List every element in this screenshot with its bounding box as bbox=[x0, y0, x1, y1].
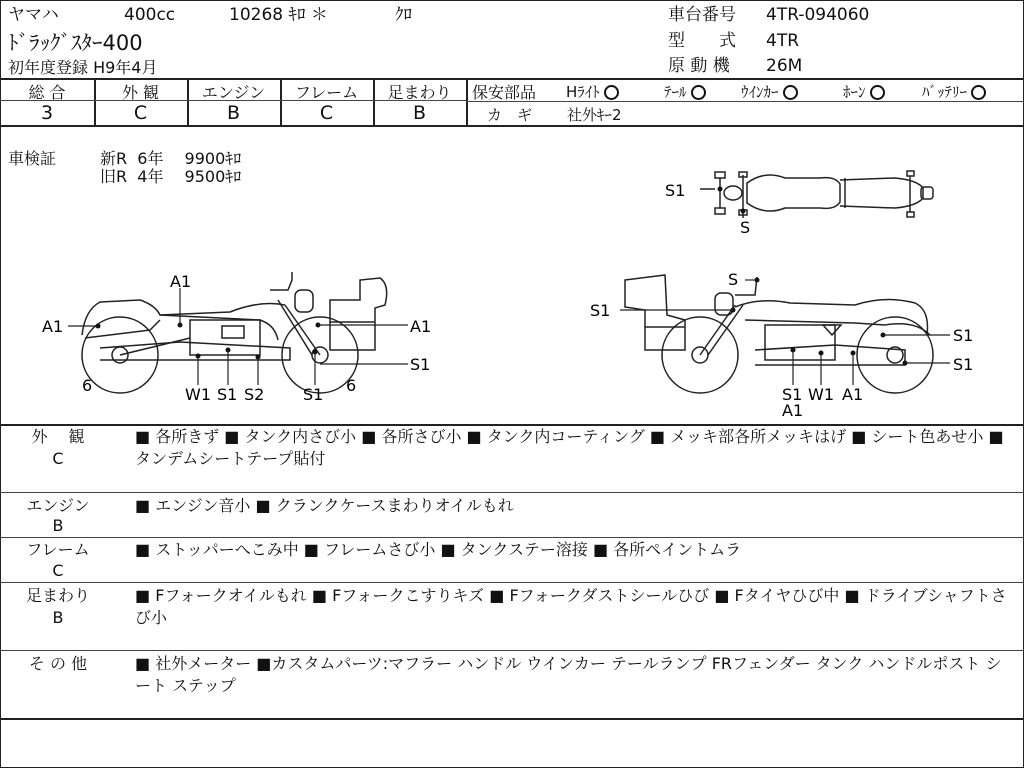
mark-label: S1 bbox=[217, 385, 238, 404]
inspection-old: 旧R 4年 9500ｷﾛ bbox=[100, 167, 242, 186]
ok-circle-icon bbox=[971, 85, 986, 100]
remark-head: エンジン bbox=[26, 496, 90, 515]
mark-label: A1 bbox=[782, 401, 804, 420]
battery-label: ﾊﾞｯﾃﾘｰ bbox=[922, 83, 968, 101]
mark-label: S1 bbox=[953, 355, 974, 374]
mark-label: 6 bbox=[82, 376, 93, 395]
remark-head: フレーム bbox=[26, 540, 90, 559]
inspection-new: 新R 6年 9900ｷﾛ bbox=[100, 149, 242, 168]
safety-battery bbox=[922, 81, 986, 102]
key-value: 社外ｷｰ2 bbox=[567, 106, 622, 124]
ok-circle-icon bbox=[870, 85, 885, 100]
taillight-label: ﾃｰﾙ bbox=[664, 83, 687, 101]
type-label: 型 式 bbox=[668, 31, 736, 51]
top-view-diagram bbox=[655, 160, 955, 240]
grade-overall-value: 3 bbox=[40, 102, 54, 124]
remark-grade: C bbox=[52, 449, 64, 468]
winker-label: ｳｲﾝｶｰ bbox=[741, 83, 779, 101]
divider bbox=[0, 650, 1024, 651]
remark-head: 外 観 bbox=[31, 427, 85, 446]
remark-grade: B bbox=[52, 516, 64, 535]
grade-suspension-label: 足まわり bbox=[387, 83, 452, 102]
model-name: ﾄﾞﾗｯｸﾞｽﾀｰ400 bbox=[8, 31, 143, 55]
mark-label: S bbox=[740, 218, 751, 237]
remark-text: ■ 社外メーター ■カスタムパーツ:マフラー ハンドル ウインカー テールランプ FRフェンダー タンク ハンドルポスト シート ステップ bbox=[135, 654, 1002, 695]
left-side-diagram bbox=[30, 260, 460, 410]
chassis-no: 4TR-094060 bbox=[766, 5, 870, 25]
engine-value: 26M bbox=[766, 56, 803, 76]
displacement: 400cc bbox=[124, 5, 176, 25]
grade-exterior-label: 外 観 bbox=[121, 83, 160, 102]
grade-exterior-value: C bbox=[133, 102, 148, 124]
remark-text: ■ エンジン音小 ■ クランクケースまわりオイルもれ bbox=[135, 496, 514, 515]
safety-headlight bbox=[566, 81, 619, 102]
divider bbox=[0, 582, 1024, 583]
safety-horn bbox=[843, 81, 885, 102]
mark-label: A1 bbox=[410, 317, 432, 336]
remark-text: ■ 各所きず ■ タンク内さび小 ■ 各所さび小 ■ タンク内コーティング ■ メッキ部各所メッキはげ ■ シート色あせ小 ■ タンデムシートテープ貼付 bbox=[135, 427, 1004, 468]
safety-title: 保安部品 bbox=[472, 83, 537, 102]
mark-label: A1 bbox=[170, 272, 192, 291]
chassis-label: 車台番号 bbox=[668, 5, 736, 25]
mark-label: S1 bbox=[590, 301, 611, 320]
ok-circle-icon bbox=[691, 85, 706, 100]
mark-label: A1 bbox=[42, 317, 64, 336]
headlight-label: Hﾗｲﾄ bbox=[566, 83, 600, 101]
remark-head: 足まわり bbox=[25, 586, 90, 605]
mark-label: S1 bbox=[303, 385, 324, 404]
mileage: 10268 ｷﾛ ＊ bbox=[229, 5, 328, 25]
divider bbox=[0, 492, 1024, 493]
grade-overall-label: 総 合 bbox=[28, 83, 66, 102]
grade-engine-value: B bbox=[226, 102, 241, 124]
mark-label: A1 bbox=[842, 385, 864, 404]
ok-circle-icon bbox=[604, 85, 619, 100]
mark-label: S bbox=[728, 270, 739, 289]
key-label: カ ギ bbox=[487, 106, 533, 124]
safety-taillight bbox=[664, 81, 706, 102]
safety-winker bbox=[741, 81, 798, 102]
horn-label: ﾎｰﾝ bbox=[843, 83, 866, 101]
divider bbox=[0, 718, 1024, 720]
remark-grade: B bbox=[52, 608, 64, 627]
mark-label: S1 bbox=[410, 355, 431, 374]
remark-text: ■ ストッパーへこみ中 ■ フレームさび小 ■ タンクステー溶接 ■ 各所ペイントムラ bbox=[135, 540, 742, 559]
grade-frame-value: C bbox=[319, 102, 334, 124]
mark-label: W1 bbox=[185, 385, 211, 404]
divider bbox=[0, 125, 1024, 127]
remark-text: ■ Fフォークオイルもれ ■ Fフォークこすりキズ ■ Fフォークダストシールひび ■ Fタイヤひび中 ■ ドライブシャフトさび小 bbox=[135, 586, 1007, 627]
mark-label: S2 bbox=[244, 385, 265, 404]
divider bbox=[0, 537, 1024, 538]
remark-grade: C bbox=[52, 561, 64, 580]
mark-label: W1 bbox=[808, 385, 834, 404]
mark-label: 6 bbox=[346, 376, 357, 395]
grade-suspension-value: B bbox=[412, 102, 427, 124]
maker: ヤマハ bbox=[8, 5, 59, 25]
color: ｸﾛ bbox=[395, 5, 412, 25]
mark-label: S1 bbox=[953, 326, 974, 345]
engine-label: 原 動 機 bbox=[668, 56, 730, 76]
type-value: 4TR bbox=[766, 31, 800, 51]
ok-circle-icon bbox=[783, 85, 798, 100]
first-registration: 初年度登録 H9年4月 bbox=[8, 58, 158, 77]
right-side-diagram bbox=[585, 265, 985, 420]
remark-head: そ の 他 bbox=[28, 654, 88, 673]
mark-label: S1 bbox=[665, 181, 686, 200]
mark-label: S1 bbox=[782, 385, 803, 404]
inspection-label: 車検証 bbox=[8, 149, 57, 168]
grade-frame-label: フレーム bbox=[294, 83, 359, 102]
grade-engine-label: エンジン bbox=[201, 83, 266, 102]
